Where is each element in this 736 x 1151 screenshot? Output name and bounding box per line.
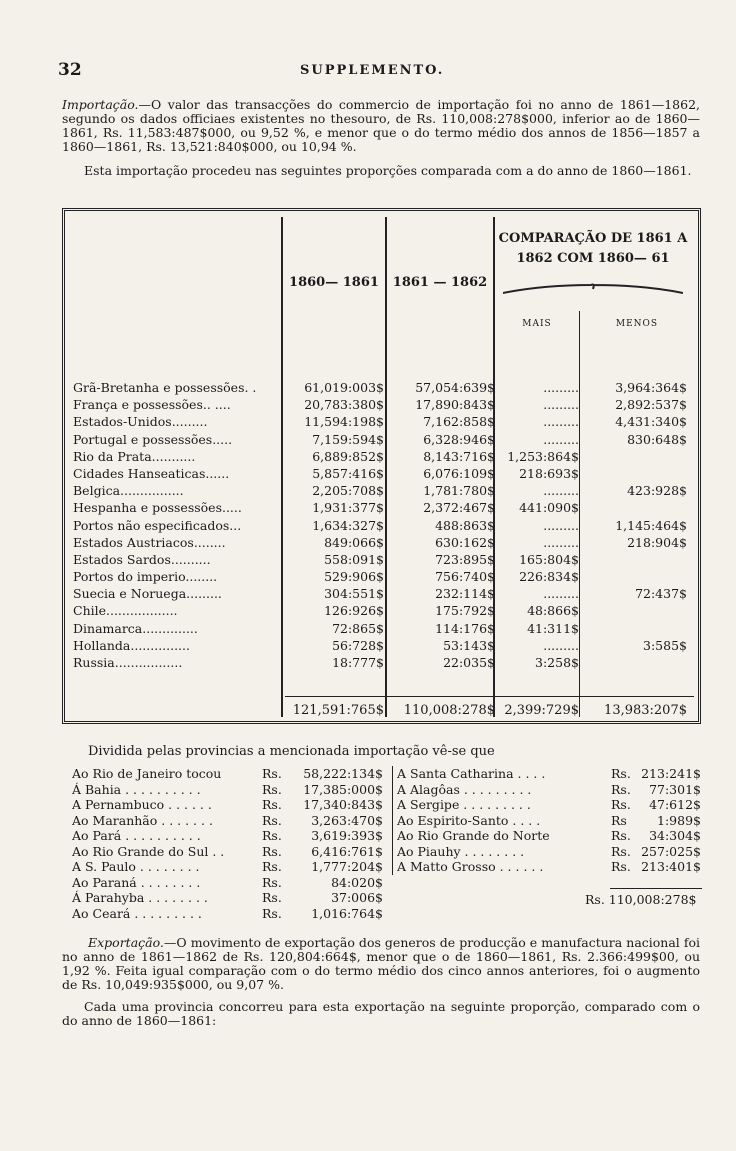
value-1861-1862: 723:895$ xyxy=(435,551,495,567)
table-row xyxy=(73,499,698,516)
export-paragraph xyxy=(62,936,700,992)
currency-label: Rs. xyxy=(611,781,631,797)
value-1860-1861: 1,931:377$ xyxy=(312,500,384,516)
value-mais: 226:834$ xyxy=(519,569,579,585)
value-menos: 423:928$ xyxy=(627,483,687,499)
province-row xyxy=(393,813,705,829)
province-name: Ao Pará . . . . . . . . . . xyxy=(72,828,201,843)
currency-label: Rs. xyxy=(262,859,282,874)
province-row xyxy=(72,906,387,922)
totals-row xyxy=(73,702,698,720)
total-mais: 2,399:729$ xyxy=(504,703,579,718)
value-1860-1861: 1,634:327$ xyxy=(312,517,384,533)
province-value: 47:612$ xyxy=(649,797,701,812)
table-row xyxy=(73,517,698,534)
value-mais: 441:090$ xyxy=(519,500,579,516)
province-row xyxy=(393,797,705,813)
mais-header: MAIS xyxy=(522,319,552,329)
page-title: SUPPLEMENTO. xyxy=(300,63,445,78)
province-value: 77:301$ xyxy=(649,781,701,797)
value-1860-1861: 72:865$ xyxy=(332,620,384,636)
value-mais: ......... xyxy=(543,483,579,499)
value-1861-1862: 2,372:467$ xyxy=(423,500,495,516)
province-name: A Santa Catharina . . . . xyxy=(397,766,546,781)
value-mais: 165:804$ xyxy=(519,551,579,567)
province-value: 257:025$ xyxy=(641,843,701,859)
currency-label: Rs. xyxy=(262,766,282,781)
value-1860-1861: 304:551$ xyxy=(324,586,384,602)
province-name: Á Bahia . . . . . . . . . . xyxy=(72,781,201,797)
value-1861-1862: 6,076:109$ xyxy=(423,465,495,481)
total-menos: 13,983:207$ xyxy=(604,703,687,718)
page-number: 32 xyxy=(58,60,82,80)
country-name: Suecia e Noruega......... xyxy=(73,586,222,602)
value-1860-1861: 18:777$ xyxy=(332,655,384,670)
table-row xyxy=(73,448,698,465)
province-name: Ao Paraná . . . . . . . . xyxy=(72,874,201,890)
country-name: Estados Sardos.......... xyxy=(73,551,211,567)
value-1860-1861: 2,205:708$ xyxy=(312,483,384,499)
currency-label: Rs. xyxy=(611,797,631,812)
province-value: 6,416:761$ xyxy=(311,843,383,859)
value-1860-1861: 529:906$ xyxy=(324,569,384,585)
country-name: Estados-Unidos......... xyxy=(73,414,208,430)
value-menos: 3:585$ xyxy=(643,637,687,653)
country-name: Cidades Hanseaticas...... xyxy=(73,465,230,481)
table-row xyxy=(73,637,698,654)
import-origin-paragraph: Esta importação procedeu nas seguintes proporções comparada com a do anno de 1860—1861. xyxy=(84,163,692,178)
province-value: 1,016:764$ xyxy=(311,905,383,921)
province-row xyxy=(72,782,387,798)
currency-label: Rs. xyxy=(611,859,631,874)
province-name: Ao Rio Grande do Sul . . xyxy=(72,843,225,859)
value-menos: 3,964:364$ xyxy=(615,380,687,395)
province-total-rule xyxy=(610,888,702,889)
province-row xyxy=(393,828,705,844)
value-1861-1862: 6,328:946$ xyxy=(423,431,495,447)
country-name: Portos não especificados... xyxy=(73,517,242,533)
province-value: 84:020$ xyxy=(331,874,383,890)
import-paragraph xyxy=(62,98,700,154)
province-value: 17,385:000$ xyxy=(303,781,383,797)
currency-label: Rs. xyxy=(262,890,282,905)
country-name: Hollanda............... xyxy=(73,637,190,653)
country-name: Estados Austriacos........ xyxy=(73,534,226,550)
value-mais: 41:311$ xyxy=(527,620,579,636)
value-mais: ......... xyxy=(543,380,579,395)
comparison-header: COMPARAÇÃO DE 1861 A 1862 COM 1860— 61 xyxy=(498,231,688,266)
province-row xyxy=(393,782,705,798)
province-name: Ao Rio de Janeiro tocou xyxy=(72,766,222,781)
total-1860-1861: 121,591:765$ xyxy=(292,703,384,718)
import-table xyxy=(62,208,701,724)
province-value: 58,222:134$ xyxy=(303,766,383,781)
province-name: Ao Espirito-Santo . . . . xyxy=(397,812,541,828)
table-row xyxy=(73,602,698,619)
value-1860-1861: 61,019:003$ xyxy=(304,380,384,395)
currency-label: Rs. xyxy=(262,797,282,812)
province-value: 1:989$ xyxy=(657,812,701,828)
province-row xyxy=(72,844,387,860)
value-1860-1861: 126:926$ xyxy=(324,603,384,619)
value-1860-1861: 11,594:198$ xyxy=(304,414,384,430)
value-mais: 48:866$ xyxy=(527,603,579,619)
table-row xyxy=(73,482,698,499)
value-menos: 830:648$ xyxy=(627,431,687,447)
value-1860-1861: 56:728$ xyxy=(332,637,384,653)
table-row xyxy=(73,585,698,602)
value-1860-1861: 20,783:380$ xyxy=(304,397,384,413)
province-name: A Pernambuco . . . . . . xyxy=(72,797,212,812)
province-name: Ao Rio Grande do Norte xyxy=(397,828,550,843)
value-mais: ......... xyxy=(543,431,579,447)
value-1861-1862: 756:740$ xyxy=(435,569,495,585)
total-1861-1862: 110,008:278$ xyxy=(403,703,495,718)
table-row xyxy=(73,465,698,482)
value-menos: 218:904$ xyxy=(627,534,687,550)
province-name: Ao Ceará . . . . . . . . . xyxy=(72,905,202,921)
value-1861-1862: 57,054:639$ xyxy=(415,380,495,395)
currency-label: Rs xyxy=(611,812,627,828)
province-name: Ao Piauhy . . . . . . . . xyxy=(397,843,525,859)
menos-header: MENOS xyxy=(615,319,659,329)
value-menos: 4,431:340$ xyxy=(615,414,687,430)
province-name: A S. Paulo . . . . . . . . xyxy=(72,859,200,874)
country-name: Hespanha e possessões..... xyxy=(73,500,242,516)
col-header-1860-1861: 1860— 1861 xyxy=(289,275,379,290)
value-1861-1862: 53:143$ xyxy=(443,637,495,653)
value-1860-1861: 558:091$ xyxy=(324,551,384,567)
currency-label: Rs. xyxy=(611,766,631,781)
table-row xyxy=(73,413,698,430)
value-1861-1862: 175:792$ xyxy=(435,603,495,619)
value-menos: 1,145:464$ xyxy=(615,517,687,533)
value-mais: ......... xyxy=(543,586,579,602)
table-row xyxy=(73,534,698,551)
value-1861-1862: 22:035$ xyxy=(443,655,495,670)
province-list-right xyxy=(392,766,705,875)
province-list-left xyxy=(72,766,387,921)
province-value: 1,777:204$ xyxy=(311,859,383,874)
value-1861-1862: 8,143:716$ xyxy=(423,448,495,464)
currency-label: Rs. xyxy=(262,781,282,797)
province-name: Á Parahyba . . . . . . . . xyxy=(72,890,208,905)
province-value: 213:241$ xyxy=(641,766,701,781)
province-row xyxy=(393,844,705,860)
province-value: 213:401$ xyxy=(641,859,701,874)
brace-decoration xyxy=(503,283,683,295)
value-1860-1861: 849:066$ xyxy=(324,534,384,550)
currency-label: Rs. xyxy=(262,843,282,859)
export-provinces-paragraph: Cada uma provincia concorreu para esta exportação na seguinte proporção, comparado com o do anno de 1860—1861: xyxy=(62,999,700,1028)
currency-label: Rs. xyxy=(611,828,631,843)
province-row xyxy=(393,766,705,782)
province-row xyxy=(72,828,387,844)
province-name: A Matto Grosso . . . . . . xyxy=(397,859,544,874)
col-header-1861-1862: 1861 — 1862 xyxy=(392,275,488,290)
table-row xyxy=(73,396,698,413)
province-value: 17,340:843$ xyxy=(303,797,383,812)
value-1861-1862: 114:176$ xyxy=(435,620,495,636)
export-text: —O movimento de exportação dos generos de producção e manufactura nacional foi no anno de 1861—1862 de Rs. 120,804:664$, menor que o de 1860—1861, Rs. 2.366:499$00, ou 1,92 %. Feita igual comparação com o do termo médio dos cinco annos anteriores, foi o augmento de Rs. 10,049:935$000, ou 9,07 %. xyxy=(62,935,700,992)
table-row xyxy=(73,379,698,396)
province-name: Ao Maranhão . . . . . . . xyxy=(72,812,213,828)
value-mais: ......... xyxy=(543,534,579,550)
value-1861-1862: 630:162$ xyxy=(435,534,495,550)
province-value: 34:304$ xyxy=(649,828,701,843)
country-name: França e possessões.. .... xyxy=(73,397,231,413)
province-value: 3,263:470$ xyxy=(311,812,383,828)
province-row xyxy=(72,875,387,891)
import-lead: Importação. xyxy=(62,97,139,112)
country-name: Chile.................. xyxy=(73,603,178,619)
value-mais: ......... xyxy=(543,637,579,653)
value-mais: 1,253:864$ xyxy=(507,448,579,464)
table-row xyxy=(73,551,698,568)
table-row xyxy=(73,620,698,637)
province-row xyxy=(393,859,705,875)
export-lead: Exportação. xyxy=(88,935,164,950)
value-mais: ......... xyxy=(543,517,579,533)
value-1860-1861: 7,159:594$ xyxy=(312,431,384,447)
import-text: —O valor das transacções do commercio de importação foi no anno de 1861—1862, segundo os dados officiaes existentes no thesouro, de Rs. 110,008:278$000, inferior ao de 1860—1861, Rs. 11,583:487$000, ou 9,52 %, e menor que o do termo médio dos annos de 1856—1857 a 1860—1861, Rs. 13,521:840$000, ou 10,94 %. xyxy=(62,97,700,154)
value-1860-1861: 6,889:852$ xyxy=(312,448,384,464)
country-name: Grã-Bretanha e possessões. . xyxy=(73,380,257,395)
province-row xyxy=(72,797,387,813)
province-name: A Alagôas . . . . . . . . . xyxy=(397,781,532,797)
value-menos: 2,892:537$ xyxy=(615,397,687,413)
value-mais: ......... xyxy=(543,397,579,413)
province-row xyxy=(72,890,387,906)
currency-label: Rs. xyxy=(611,843,631,859)
province-total: Rs. 110,008:278$ xyxy=(585,892,697,907)
division-text: Dividida pelas provincias a mencionada importação vê-se que xyxy=(88,744,495,759)
province-row xyxy=(72,859,387,875)
value-1861-1862: 232:114$ xyxy=(435,586,495,602)
table-row xyxy=(73,654,698,671)
table-row xyxy=(73,431,698,448)
value-mais: 3:258$ xyxy=(535,655,579,670)
value-mais: 218:693$ xyxy=(519,465,579,481)
value-1861-1862: 7,162:858$ xyxy=(423,414,495,430)
country-name: Portugal e possessões..... xyxy=(73,431,233,447)
province-value: 3,619:393$ xyxy=(311,828,383,843)
currency-label: Rs. xyxy=(262,812,282,828)
value-1861-1862: 1,781:780$ xyxy=(423,483,495,499)
province-name: A Sergipe . . . . . . . . . xyxy=(397,797,531,812)
currency-label: Rs. xyxy=(262,905,282,921)
province-row xyxy=(72,813,387,829)
table-row xyxy=(73,568,698,585)
currency-label: Rs. xyxy=(262,874,282,890)
country-name: Dinamarca.............. xyxy=(73,620,198,636)
province-row xyxy=(72,766,387,782)
value-mais: ......... xyxy=(543,414,579,430)
currency-label: Rs. xyxy=(262,828,282,843)
value-1861-1862: 17,890:843$ xyxy=(415,397,495,413)
province-value: 37:006$ xyxy=(331,890,383,905)
country-name: Portos do imperio........ xyxy=(73,569,218,585)
country-name: Rio da Prata........... xyxy=(73,448,196,464)
value-1860-1861: 5,857:416$ xyxy=(312,465,384,481)
value-1861-1862: 488:863$ xyxy=(435,517,495,533)
value-menos: 72:437$ xyxy=(635,586,687,602)
country-name: Belgica................ xyxy=(73,483,184,499)
country-name: Russia................. xyxy=(73,655,183,670)
table-body xyxy=(73,379,698,671)
